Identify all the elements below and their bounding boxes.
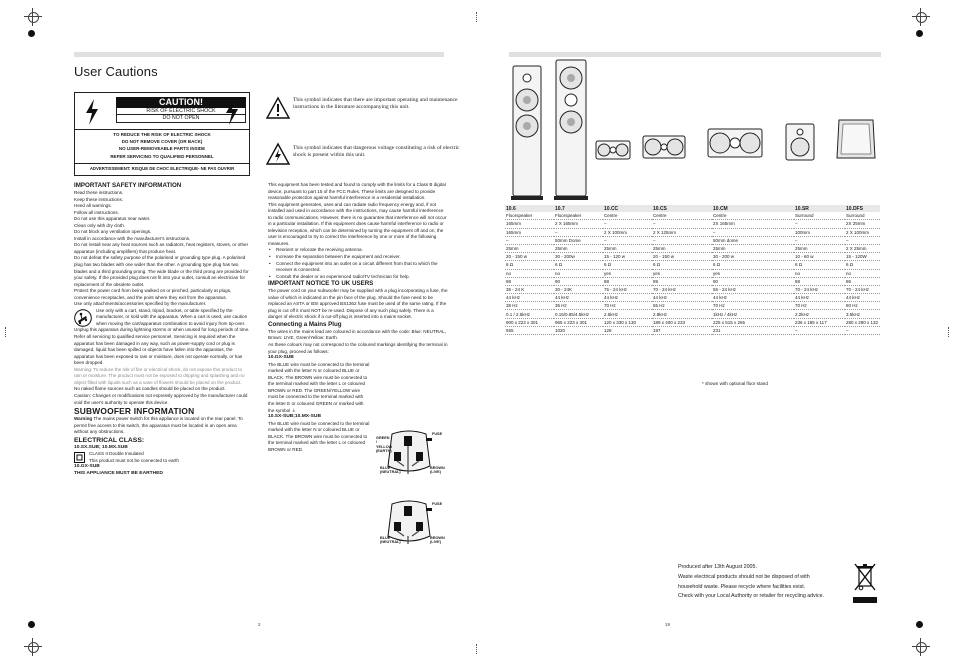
side-tick — [948, 327, 950, 337]
uk-paragraph: The power cord on your subwoofer may be supplied with a plug incorporating a fuse, the value of which is indicated on the pin face of the plug. Should the fuse need to be replaced an ASTA or BSI approved BS1362 fuse must be used of the same rating. If the plug is cut off it must NOT be re-used. Dispose of any such plug safely. There is a danger of electric shock if a cut-off plug is inserted into a mains socket. — [268, 288, 448, 320]
fcc-paragraph: This equipment has been tested and found to comply with the limits for a Class B digital device, pursuant to part 15 of the FCC Rules. These limits are designed to provide reasonable protection against harmful interference in a residential installation. — [268, 182, 446, 201]
spec-cell: 44 kHz — [505, 294, 554, 302]
registration-dot — [28, 621, 35, 628]
page-number: 19 — [665, 622, 671, 627]
caution-lines — [79, 131, 245, 160]
wire-label: (LIVE) — [430, 540, 441, 545]
model-header-cell: 10.6 — [505, 205, 554, 212]
symbol-description: This symbol indicates that dangerous voltage constituting a risk of electric shock is present within this unit. — [293, 145, 460, 159]
model-label: 10.SX.SUB; 10.MX.SUB — [74, 444, 128, 450]
caution-subline: DO NOT OPEN — [116, 115, 246, 122]
spec-row — [505, 310, 880, 318]
warning-text: The mains power switch for this appliance is located on the rear panel. To permit free access to this switch, the apparatus must be located in an open area without any obstructions. — [74, 416, 243, 435]
spec-cell: Floorspeaker — [554, 212, 603, 220]
spec-cell: 44 kHz — [845, 294, 880, 302]
warning-label: Warning — [74, 416, 93, 422]
spec-cell: 1kHz / 4kHz — [712, 310, 794, 318]
spec-cell: 50mm Dome — [554, 236, 603, 244]
spec-cell: 2 X 125mm — [652, 228, 712, 236]
side-tick — [5, 327, 7, 337]
caution-box — [74, 92, 250, 176]
safety-line: Do not use this apparatus near water. — [74, 216, 151, 222]
spec-cell: – — [794, 220, 845, 228]
class-line: This product must not be connected to earth — [89, 457, 179, 463]
stand-footnote: * shown with optional floor stand — [702, 381, 768, 386]
spec-cell: 44 kHz — [603, 294, 652, 302]
spec-cell: 20 - 150 w — [505, 253, 554, 261]
spec-cell: 15 - 120W — [845, 253, 880, 261]
lightning-bolt-icon — [83, 98, 101, 126]
spec-cell: – — [603, 220, 652, 228]
cart-tipover-icon — [74, 309, 92, 327]
spec-row — [505, 318, 880, 326]
registration-dot — [916, 30, 923, 37]
fcc-bullet: • Consult the dealer or an experienced radio/TV technician for help. — [268, 274, 448, 281]
spec-cell: 25mm — [652, 244, 712, 252]
model-header-cell: 10.SR — [794, 205, 845, 212]
wire-label: BLUE — [380, 466, 391, 470]
spec-cell: – — [845, 326, 880, 334]
registration-mark — [24, 638, 42, 656]
spec-cell: – — [794, 326, 845, 334]
lightning-triangle-icon — [266, 142, 290, 166]
spec-cell: 6 Ω — [505, 261, 554, 269]
model-header-row — [505, 205, 880, 212]
spec-row — [505, 244, 880, 252]
registration-mark — [912, 638, 930, 656]
center-tick — [476, 644, 478, 654]
spec-cell: 88 — [603, 277, 652, 285]
spec-row — [505, 269, 880, 277]
header-bar — [509, 52, 881, 57]
spec-cell: Floorspeaker — [505, 212, 554, 220]
spec-cell: – — [845, 236, 880, 244]
spec-cell: 25mm — [603, 244, 652, 252]
safety-line: Heed all warnings. — [74, 203, 112, 209]
electrical-class-heading: ELECTRICAL CLASS: — [74, 436, 145, 444]
spec-cell: 75 - 24 kHz — [603, 285, 652, 293]
spec-cell: 6 Ω — [794, 261, 845, 269]
spec-cell: no — [845, 269, 880, 277]
brown-label — [430, 466, 445, 475]
safety-line: Follow all instructions. — [74, 209, 119, 215]
spec-cell: 197 — [652, 326, 712, 334]
spec-cell: 2 X 25mm — [845, 244, 880, 252]
spec-cell: – — [652, 220, 712, 228]
fuse-label: FUSE — [432, 432, 443, 436]
spec-cell: 70 Hz — [603, 302, 652, 310]
spec-row — [505, 236, 880, 244]
moisture-warning: Warning: To reduce the risk of fire or electrical shock, do not expose this product to rain or moisture. The product must not be exposed to dripping and splashing and no object filled with liquids such as a vase of flowers should be placed on the product. — [74, 366, 245, 385]
fuse-label: FUSE — [432, 502, 443, 506]
spec-cell: 6 Ω — [652, 261, 712, 269]
spec-cell: 30 - 24K — [554, 285, 603, 293]
uk-heading: IMPORTANT NOTICE TO UK USERS — [268, 280, 374, 288]
spec-cell: 30 - 200w — [554, 253, 603, 261]
weee-line: Check with your Local Authority or retailer for recycling advice. — [678, 593, 825, 600]
gx-wiring-instructions: The BLUE wire must be connected to the terminal marked with the letter N or coloured BLUE or BLACK. The BROWN wire must be connected to the terminal marked with the letter L or coloured BROWN or RED. The GREEN/YELLOW wire must be connected to the terminal marked with the letter E or coloured GREEN or marked with the symbol — [268, 361, 370, 413]
safety-heading: IMPORTANT SAFETY INFORMATION — [74, 182, 182, 189]
spec-cell: Centre — [652, 212, 712, 220]
spec-cell: 225 x 515 x 265 — [712, 318, 794, 326]
safety-line: No naked flame sources such as candles should be placed on the product. — [74, 386, 226, 392]
spec-cell: 3.5kHz — [845, 310, 880, 318]
mains-paragraph: The wires in the mains lead are coloured in accordance with the code: Blue: NEUTRAL, Brown: LIVE, Green/Yellow: Earth. — [268, 328, 446, 341]
weee-line: Waste electrical products should not be disposed of with — [678, 573, 810, 580]
safety-line: Clean only with dry cloth. — [74, 222, 126, 228]
spec-cell: 2.8kHz — [652, 310, 712, 318]
weee-bar — [853, 597, 877, 603]
spec-table — [505, 205, 880, 335]
safety-line: Use only attachments/accessories specified by the manufacturer. — [74, 301, 207, 307]
spec-cell: 6 Ω — [845, 261, 880, 269]
spec-cell: 2.2kHz — [794, 310, 845, 318]
wire-label: (NEUTRAL) — [380, 540, 401, 545]
safety-line: Do not install near any heat sources such as radiators, heat registers, stoves, or other apparatus (including amplifiers) that produce heat. — [74, 242, 249, 254]
spec-cell: – — [603, 236, 652, 244]
caution-title: CAUTION! — [116, 97, 246, 108]
spec-cell: 25mm — [712, 244, 794, 252]
green-yellow-label — [376, 436, 392, 454]
earthed-notice: THIS APPLIANCE MUST BE EARTHED — [74, 470, 163, 476]
spec-cell: 120 x 330 x 130 — [603, 318, 652, 326]
wire-label: (EARTH) — [376, 449, 392, 454]
spec-cell: 2X 165mm — [712, 220, 794, 228]
caution-footer: ADVERTISSEMENT: RISQUE DE CHOC ELECTRIQUE- NE PAS OUVRIR — [89, 166, 235, 171]
spec-cell: 100mm — [794, 228, 845, 236]
subwoofer-warning — [74, 416, 250, 436]
model-label: 10.SX-SUB;10.MX-SUB — [268, 414, 321, 420]
spec-row — [505, 277, 880, 285]
page-title: User Cautions — [74, 64, 158, 79]
wire-label: (LIVE) — [430, 470, 441, 475]
spec-cell: 2X 25mm — [845, 220, 880, 228]
brown-label — [430, 536, 445, 545]
safety-column — [74, 182, 250, 477]
spec-cell: 44 kHz — [652, 294, 712, 302]
spec-cell: 88 — [505, 277, 554, 285]
spec-cell: – — [712, 228, 794, 236]
spec-cell: 6 Ω — [712, 261, 794, 269]
caution-subline: RISK OF ELECTRIC SHOCK — [116, 108, 246, 115]
class-line: CLASS II Double Insulated — [89, 451, 144, 457]
registration-mark — [24, 8, 42, 26]
spec-cell: 165mm — [505, 228, 554, 236]
spec-row — [505, 294, 880, 302]
model-label: 10.GX-SUB — [268, 355, 294, 361]
cart-warning — [74, 308, 250, 328]
caution-line: REFER SERVICING TO QUALIFIED PERSONNEL — [110, 153, 214, 159]
caution-divider — [75, 163, 249, 164]
speaker-10-dfs-illustration — [835, 118, 877, 162]
wire-label: (NEUTRAL) — [380, 470, 401, 475]
double-insulation-icon — [74, 452, 85, 463]
spec-cell: – — [554, 228, 603, 236]
blue-label — [380, 536, 401, 545]
fcc-column — [268, 182, 448, 453]
spec-cell: 80 Hz — [845, 302, 880, 310]
sx-wiring-text: The BLUE wire must be connected to the terminal marked with the letter N or coloured BLUE or BLACK. The BROWN wire must be connected to the terminal marked with the letter L or coloured BROWN or RED. — [268, 420, 370, 452]
model-header-cell: 10.CM — [712, 205, 794, 212]
caution-divider — [75, 129, 249, 130]
spec-cell: 90 — [712, 277, 794, 285]
spec-cell: 70 Hz — [794, 302, 845, 310]
spec-cell: 30 - 200 w — [712, 253, 794, 261]
center-tick — [476, 12, 478, 22]
spec-cell: 20 - 150 w — [652, 253, 712, 261]
model-label: 10.GX-SUB — [74, 464, 100, 470]
safety-line: Read these instructions. — [74, 190, 124, 195]
spec-cell: 25mm — [794, 244, 845, 252]
spec-cell: 35 Hz — [554, 302, 603, 310]
spec-cell: – — [794, 236, 845, 244]
speaker-10-sr-illustration — [784, 122, 816, 162]
spec-cell: 2 X 100mm — [603, 228, 652, 236]
spec-cell: no — [794, 269, 845, 277]
spec-table-body — [505, 205, 880, 335]
safety-line: Install in accordance with the manufacturer's instructions. — [74, 235, 191, 241]
earth-symbol-icon: ⏚ — [291, 407, 297, 413]
weee-notice — [678, 563, 824, 602]
spec-cell: 44 kHz — [712, 294, 794, 302]
spec-cell: 70 - 24 kHz — [845, 285, 880, 293]
spec-cell: Surround — [845, 212, 880, 220]
model-header-cell: 10.DFS — [845, 205, 880, 212]
weee-line: household waste. Please recycle where facilities exist. — [678, 583, 806, 590]
spec-row — [505, 212, 880, 220]
spec-cell: 55 - 24 kHz — [712, 285, 794, 293]
spec-cell: Surround — [794, 212, 845, 220]
spec-cell: – — [505, 236, 554, 244]
spec-cell: 25mm — [554, 244, 603, 252]
registration-dot — [916, 621, 923, 628]
caution-line: TO REDUCE THE RISK OF ELECTRIC SHOCK — [113, 132, 211, 137]
spec-cell: 35 - 24 K — [505, 285, 554, 293]
spec-cell: 2 X 165mm — [554, 220, 603, 228]
spec-cell: 88 — [794, 277, 845, 285]
safety-line: Do not block any ventilation openings. — [74, 229, 152, 235]
spec-row — [505, 261, 880, 269]
safety-line: Protect the power cord from being walked on or pinched, particularly at plugs, convenience receptacles, and the point where they exit from the apparatus. — [74, 288, 232, 300]
wire-label: / — [376, 440, 378, 445]
wire-label: YELLOW — [376, 444, 393, 449]
spec-cell: 44 kHz — [554, 294, 603, 302]
spec-cell: 280 x 290 x 132 — [846, 319, 879, 325]
spec-cell: 965 x 223 x 301 — [554, 318, 603, 326]
spec-cell: – — [652, 236, 712, 244]
spec-cell: yes — [603, 269, 652, 277]
spec-cell: 10 - 60 w — [794, 253, 845, 261]
cart-text: Use only with a cart, stand, tripod, bracket, or table specified by the manufacturer, or sold with the apparatus. When a cart is used, use caution when moving the cart/apparatus combination to avoid injury from tip-over. — [96, 307, 248, 326]
spec-row — [505, 302, 880, 310]
spec-cell: 70 Hz — [712, 302, 794, 310]
model-header-cell: 10.CC — [603, 205, 652, 212]
spec-cell: 50mm dome — [712, 236, 794, 244]
spec-cell: 90 — [554, 277, 603, 285]
blue-label — [380, 466, 401, 475]
spec-cell: 55 Hz — [652, 302, 712, 310]
safety-line: Do not defeat the safety purpose of the polarised or grounding type plug. A polarised plug has two blades with one wider than the other. A grounding type plug has two blades and a third grounding prong. The wide blade or the third prong are provided for your safety. If the provided plug does not fit into your outlet, consult an electrician for replacement of the obsolete outlet. — [74, 255, 249, 287]
speaker-10-7-illustration — [552, 58, 590, 202]
caution-line: NO USER-REMOVEABLE PARTS INSIDE — [118, 146, 206, 152]
speaker-10-cc-illustration — [595, 138, 631, 162]
spec-cell: yes — [712, 269, 794, 277]
registration-mark — [912, 8, 930, 26]
spec-cell: 70 - 24 kHz — [652, 285, 712, 293]
speaker-10-cm-illustration — [707, 126, 763, 160]
spec-cell: 6 Ω — [554, 261, 603, 269]
model-header-cell: 10.7 — [554, 205, 603, 212]
spec-cell: 0.1 / 2.5kHz — [505, 310, 554, 318]
symbol-description: This symbol indicates that there are important operating and maintenance instructions in the literature accompanying this unit. — [293, 97, 458, 111]
weee-line: Produced after 13th August 2005. — [678, 564, 757, 570]
spec-cell: 38 Hz — [505, 302, 554, 310]
spec-row — [505, 326, 880, 334]
spec-cell: Centre — [603, 212, 652, 220]
gx-wiring-text — [268, 362, 370, 414]
wire-label: BLUE — [380, 536, 391, 540]
lightning-bolt-icon — [223, 98, 241, 126]
safety-line: Unplug this apparatus during lightning storms or when unused for long periods of time. — [74, 327, 250, 333]
model-header-cell: 10.CS — [652, 205, 712, 212]
crossed-bin-icon — [853, 562, 877, 594]
spec-row — [505, 220, 880, 228]
spec-cell: 15 - 120 w — [603, 253, 652, 261]
page-number: 2 — [258, 622, 261, 627]
mains-heading: Connecting a Mains Plug — [268, 320, 342, 328]
spec-cell: 128 — [603, 326, 652, 334]
spec-cell: 0.15/0.85/4.5kHz — [554, 310, 603, 318]
safety-line: Refer all servicing to qualified service personnel. Servicing is required when the apparatus has been damaged in any way, such as power-supply cord or plug is damaged, liquid has been spilled or objects have fallen into the apparatus, the apparatus has been exposed to rain or moisture, does not operate normally, or has been dropped. — [74, 334, 243, 366]
spec-cell: 189 x 400 x 233 — [652, 318, 712, 326]
spec-cell: 1020 — [554, 326, 603, 334]
spec-row — [505, 228, 880, 236]
wire-label: BROWN — [430, 536, 445, 540]
spec-row — [505, 285, 880, 293]
caution-line: DO NOT REMOVE COVER (OR BACK) — [121, 139, 203, 145]
spec-cell: 25mm — [505, 244, 554, 252]
header-bar — [74, 52, 444, 57]
spec-row — [505, 253, 880, 261]
spec-cell: 6 Ω — [603, 261, 652, 269]
spec-cell: 2.5kHz — [603, 310, 652, 318]
safety-line: Keep these instructions. — [74, 196, 124, 202]
spec-cell: 236 x 185 x 117 — [794, 318, 845, 326]
safety-line: Caution: Changes or modifications not expressly approved by the manufacturer could void the user's authority to operate this device. — [74, 392, 248, 405]
spec-cell: 44 kHz — [794, 294, 845, 302]
fcc-bullet: • Increase the separation between the equipment and receiver. — [268, 254, 448, 261]
subwoofer-heading: SUBWOOFER INFORMATION — [74, 406, 195, 417]
spec-cell: 555 — [505, 326, 554, 334]
speaker-10-cs-illustration — [642, 133, 686, 161]
spec-cell: 70 - 24 kHz — [794, 285, 845, 293]
spec-cell: no — [505, 269, 554, 277]
spec-cell: 900 x 223 x 301 — [505, 318, 554, 326]
exclamation-triangle-icon — [266, 96, 290, 120]
class-ii-block — [74, 451, 250, 464]
spec-cell: 165mm — [505, 220, 554, 228]
registration-dot — [28, 30, 35, 37]
spec-cell: yes — [652, 269, 712, 277]
fcc-paragraph: This equipment generates, uses and can radiate radio frequency energy and, if not installed and used in accordance with the instructions, may cause harmful interference to radio communications. However, there is no guarantee that interference will not occur in a particular installation. If this equipment does cause harmful interference to radio or television reception, which can be determined by turning the equipment off and on, the user is encouraged to try to correct the interference by one or more of the following measures. — [268, 201, 447, 246]
speaker-10-6-illustration — [509, 64, 545, 202]
spec-cell: 89 — [652, 277, 712, 285]
fcc-bullet: • Connect the equipment into an outlet on a circuit different from that to which the receiver is connected. — [268, 261, 448, 274]
fcc-bullet: • Reorient or relocate the receiving antenna. — [268, 247, 448, 254]
spec-cell: no — [554, 269, 603, 277]
wire-label: BROWN — [430, 466, 445, 470]
spec-cell: Centre — [712, 212, 794, 220]
spec-cell: 2 X 100mm — [845, 228, 880, 236]
mains-paragraph: As these colours may not correspond to the coloured markings identifying the terminal in your plug, proceed as follows: — [268, 342, 448, 354]
spec-cell: 231 — [712, 326, 794, 334]
wire-label: GREEN — [376, 436, 390, 440]
spec-cell: 86 — [845, 277, 880, 285]
